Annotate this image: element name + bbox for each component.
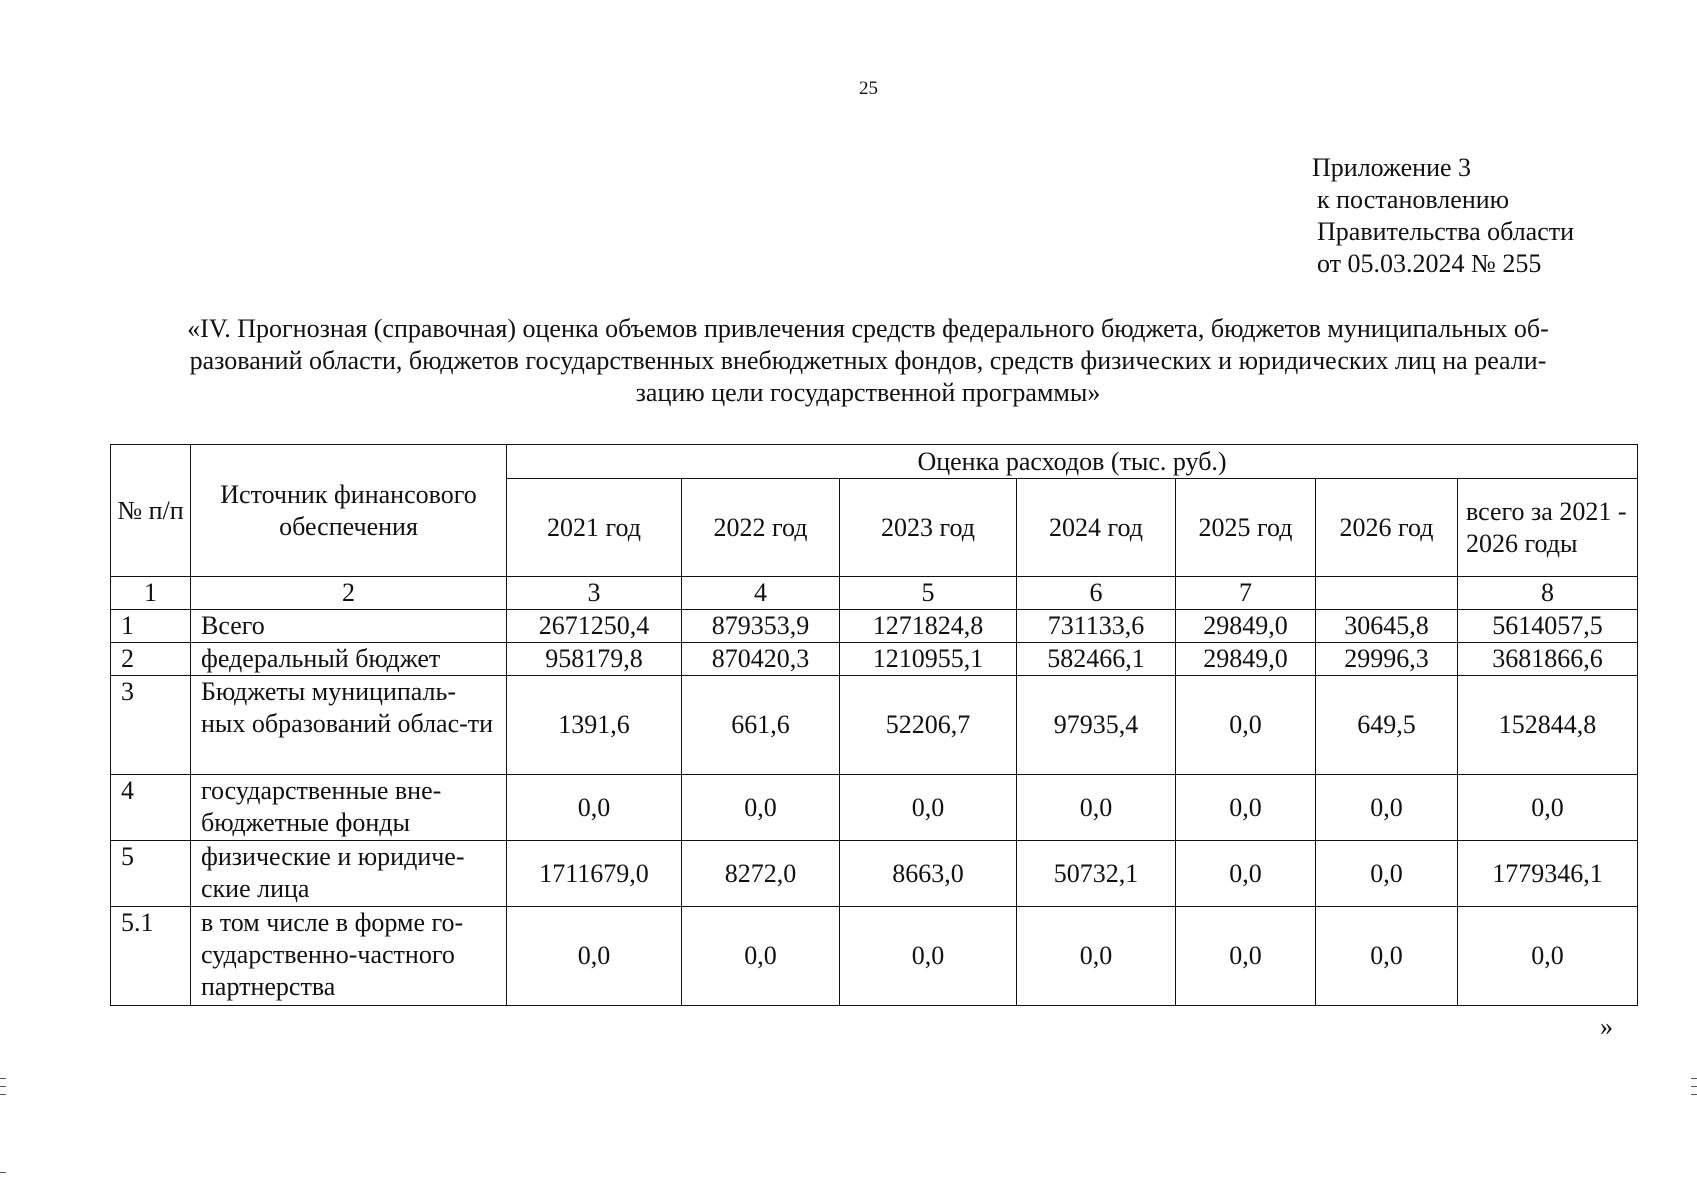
index-cell [1316, 577, 1458, 610]
row-value: 1210955,1 [840, 643, 1017, 676]
index-cell: 7 [1176, 577, 1316, 610]
header-year: 2022 год [682, 479, 840, 577]
index-cell: 5 [840, 577, 1017, 610]
row-value: 3681866,6 [1458, 643, 1638, 676]
row-value: 1711679,0 [507, 841, 682, 907]
index-cell: 6 [1017, 577, 1176, 610]
table-row [111, 610, 1638, 643]
row-source: физические и юридиче-ские лица [191, 841, 507, 907]
header-num: № п/п [111, 445, 191, 577]
row-value: 0,0 [1176, 676, 1316, 775]
section-title [118, 313, 1618, 409]
row-value: 0,0 [507, 907, 682, 1006]
row-num: 1 [111, 610, 191, 643]
table-row [111, 907, 1638, 1006]
row-source: Всего [191, 610, 507, 643]
margin-mark [0, 1172, 6, 1173]
header-estimate: Оценка расходов (тыс. руб.) [507, 445, 1638, 479]
row-value: 0,0 [840, 775, 1017, 841]
row-value: 870420,3 [682, 643, 840, 676]
row-source: государственные вне-бюджетные фонды [191, 775, 507, 841]
row-value: 0,0 [1176, 907, 1316, 1006]
row-value: 0,0 [1458, 907, 1638, 1006]
row-value: 29849,0 [1176, 643, 1316, 676]
row-value: 0,0 [1176, 841, 1316, 907]
table-row [111, 841, 1638, 907]
row-value: 0,0 [507, 775, 682, 841]
margin-mark [1691, 1086, 1697, 1087]
row-value: 2671250,4 [507, 610, 682, 643]
appendix-line-4: от 05.03.2024 № 255 [1317, 249, 1542, 278]
row-value: 50732,1 [1017, 841, 1176, 907]
row-value: 29996,3 [1316, 643, 1458, 676]
row-value: 661,6 [682, 676, 840, 775]
row-value: 0,0 [1458, 775, 1638, 841]
page-number: 25 [859, 78, 878, 99]
index-row [111, 577, 1638, 610]
row-value: 52206,7 [840, 676, 1017, 775]
row-value: 8272,0 [682, 841, 840, 907]
table-row [111, 643, 1638, 676]
margin-mark [0, 1078, 6, 1079]
row-value: 879353,9 [682, 610, 840, 643]
row-value: 8663,0 [840, 841, 1017, 907]
row-value: 1779346,1 [1458, 841, 1638, 907]
header-year: 2021 год [507, 479, 682, 577]
row-value: 731133,6 [1017, 610, 1176, 643]
index-cell: 1 [111, 577, 191, 610]
index-cell: 8 [1458, 577, 1638, 610]
margin-mark [1691, 1078, 1697, 1079]
section-title-line-1: «IV. Прогнозная (справочная) оценка объемов привлечения средств федерального бюджета, бюджетов муниципальных об- [187, 314, 1549, 343]
row-source: в том числе в форме го-сударственно-частного партнерства [191, 907, 507, 1006]
funding-table [110, 444, 1638, 1006]
header-year: 2025 год [1176, 479, 1316, 577]
header-row-1 [111, 445, 1638, 479]
table-row [111, 775, 1638, 841]
row-value: 97935,4 [1017, 676, 1176, 775]
row-source: Бюджеты муниципаль-ных образований облас-ти [191, 676, 507, 775]
table-row [111, 676, 1638, 775]
row-value: 29849,0 [1176, 610, 1316, 643]
header-year: 2024 год [1017, 479, 1176, 577]
closing-quote: » [1600, 1012, 1613, 1041]
row-num: 5.1 [111, 907, 191, 1006]
header-source: Источник финансового обеспечения [191, 445, 507, 577]
appendix-block [1312, 152, 1574, 280]
row-value: 0,0 [1316, 907, 1458, 1006]
row-value: 1391,6 [507, 676, 682, 775]
row-value: 152844,8 [1458, 676, 1638, 775]
row-value: 0,0 [1017, 907, 1176, 1006]
row-num: 3 [111, 676, 191, 775]
row-value: 958179,8 [507, 643, 682, 676]
index-cell: 4 [682, 577, 840, 610]
row-value: 0,0 [1316, 775, 1458, 841]
row-value: 0,0 [840, 907, 1017, 1006]
header-year: 2026 год [1316, 479, 1458, 577]
appendix-line-3: Правительства области [1317, 217, 1575, 246]
index-cell: 3 [507, 577, 682, 610]
margin-mark [0, 1086, 6, 1087]
row-value: 1271824,8 [840, 610, 1017, 643]
row-value: 5614057,5 [1458, 610, 1638, 643]
row-value: 0,0 [682, 907, 840, 1006]
section-title-line-2: разований области, бюджетов государственных внебюджетных фондов, средств физических и юридических лиц на реали- [189, 346, 1547, 375]
row-value: 582466,1 [1017, 643, 1176, 676]
row-num: 5 [111, 841, 191, 907]
row-num: 2 [111, 643, 191, 676]
header-total: всего за 2021 - 2026 годы [1458, 479, 1638, 577]
margin-mark [1691, 1094, 1697, 1095]
row-value: 0,0 [682, 775, 840, 841]
index-cell: 2 [191, 577, 507, 610]
appendix-line-2: к постановлению [1317, 185, 1510, 214]
header-year: 2023 год [840, 479, 1017, 577]
row-source: федеральный бюджет [191, 643, 507, 676]
section-title-line-3: зацию цели государственной программы» [635, 378, 1101, 407]
margin-mark [0, 1094, 6, 1095]
row-value: 0,0 [1017, 775, 1176, 841]
row-value: 0,0 [1316, 841, 1458, 907]
appendix-line-1: Приложение 3 [1312, 153, 1472, 182]
row-value: 0,0 [1176, 775, 1316, 841]
row-value: 30645,8 [1316, 610, 1458, 643]
row-value: 649,5 [1316, 676, 1458, 775]
row-num: 4 [111, 775, 191, 841]
